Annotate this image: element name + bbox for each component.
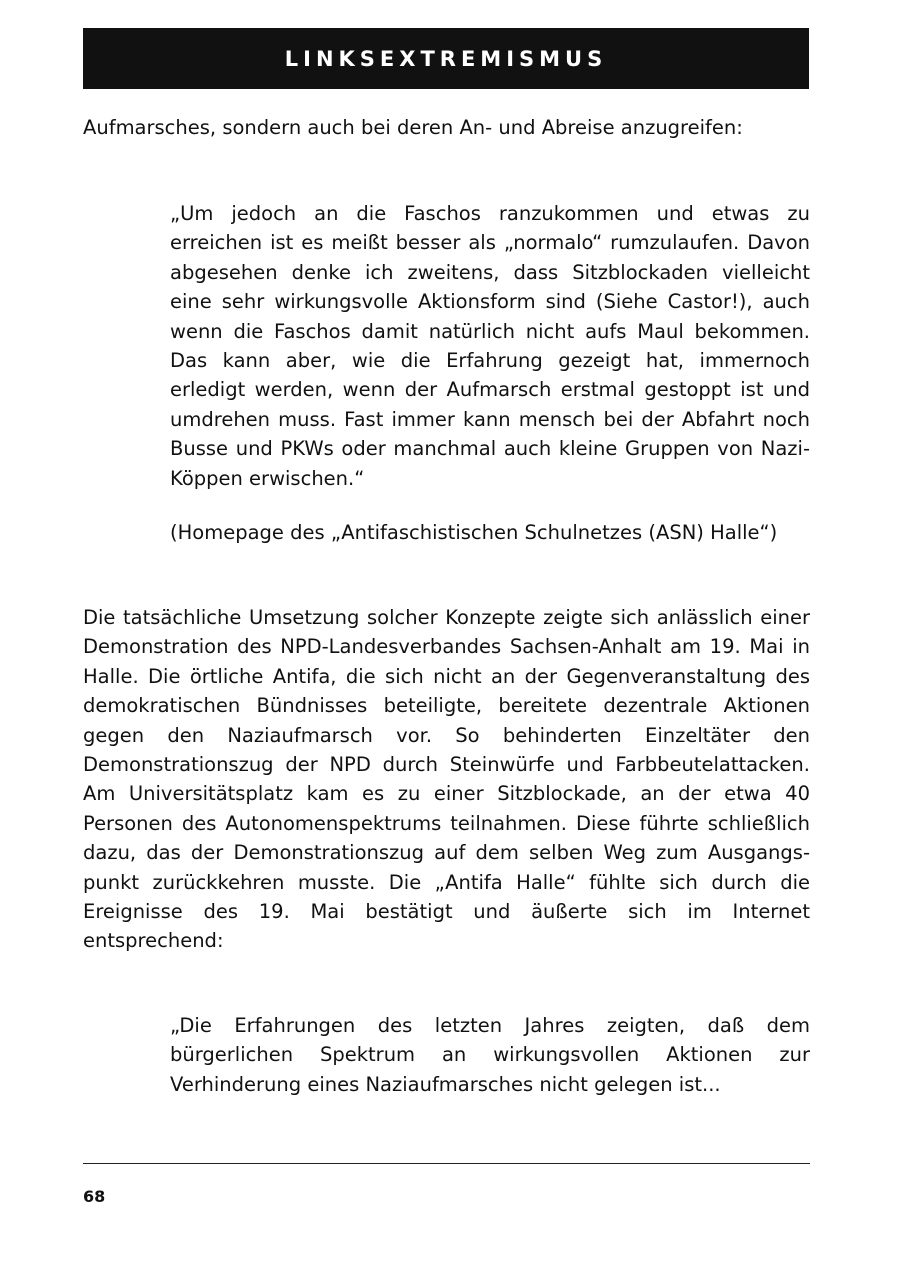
- quote-source: (Homepage des „Antifaschistischen Schulnetzes (ASN) Halle“): [170, 521, 778, 544]
- section-header-bar: [83, 28, 809, 89]
- main-paragraph: Die tatsächliche Umsetzung solcher Konzepte zeigte sich anlässlich einer Demonstration des NPD-Landesverbandes Sachsen-Anhalt am 19. Mai in Halle. Die örtliche Antifa, die sich nicht an der Gegenveranstaltung des demokratischen Bündnisses beteiligte, bereitete dezentrale Aktionen gegen den Naziaufmarsch vor. So behinderten Einzeltäter den Demonstrationszug der NPD durch Steinwürfe und Farbbeutelattacken. Am Universitätsplatz kam es zu einer Sitzblockade, an der etwa 40 Personen des Autonomenspektrums teilnahmen. Diese führte schließlich dazu, das der Demonstrationszug auf dem selben Weg zum Ausgangspunkt zurückkehren musste. Die „Antifa Halle“ fühlte sich durch die Ereignisse des 19. Mai bestätigt und äußerte sich im Internet entsprechend:: [83, 606, 810, 953]
- intro-paragraph: Aufmarsches, sondern auch bei deren An- und Abreise anzugreifen:: [83, 116, 743, 139]
- section-title: LINKSEXTREMISMUS: [284, 46, 608, 71]
- block-quote-antifa-halle: „Die Erfahrungen des letzten Jahres zeigten, daß dem bürgerlichen Spektrum an wirkungsvollen Aktionen zur Verhinderung eines Naziaufmarsches nicht gelegen ist...: [170, 1014, 810, 1096]
- footer-divider: [83, 1163, 810, 1164]
- page-number: 68: [83, 1187, 106, 1206]
- block-quote-antifa-schulnetz: „Um jedoch an die Faschos ranzukommen und etwas zu erreichen ist es meißt besser als „normalo“ rumzulaufen. Davon abgesehen denke ich zweitens, dass Sitzblockaden vielleicht eine sehr wirkungsvolle Aktionsform sind (Siehe Castor!), auch wenn die Faschos damit natürlich nicht aufs Maul bekommen. Das kann aber, wie die Erfahrung gezeigt hat, immernoch erledigt werden, wenn der Aufmarsch erstmal gestoppt ist und umdrehen muss. Fast immer kann mensch bei der Abfahrt noch Busse und PKWs oder manchmal auch kleine Gruppen von Nazi-Köppen erwischen.“: [170, 202, 810, 490]
